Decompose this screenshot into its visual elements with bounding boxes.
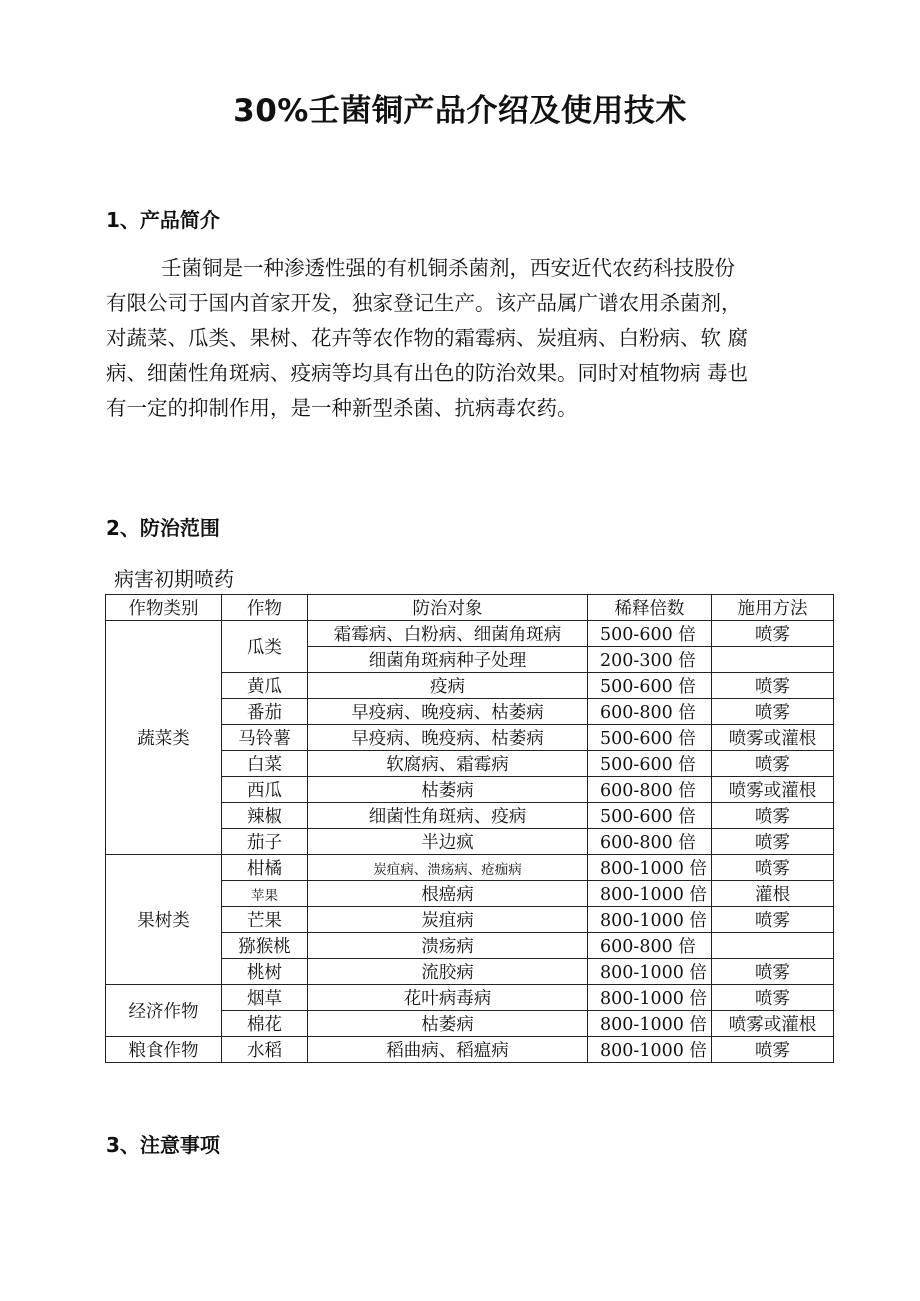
crop-cell: 棉花 [222,1011,308,1037]
crop-cell: 芒果 [222,907,308,933]
method-cell: 喷雾 [712,985,834,1011]
table-caption: 病害初期喷药 [114,567,234,591]
crop-cell: 桃树 [222,959,308,985]
product-intro-paragraph [106,251,830,426]
method-cell: 喷雾或灌根 [712,1011,834,1037]
method-cell: 喷雾或灌根 [712,725,834,751]
dilution-cell: 600-800 倍 [588,777,712,803]
method-cell: 喷雾 [712,855,834,881]
dosage-table [105,594,834,1063]
section-heading-product-intro: 1、产品简介 [106,208,220,232]
dilution-cell: 200-300 倍 [588,647,712,673]
section-heading-precautions: 3、注意事项 [106,1133,220,1157]
paragraph-line: 壬菌铜是一种渗透性强的有机铜杀菌剂，西安近代农药科技股份 [161,256,735,280]
crop-category-cell: 果树类 [106,855,222,985]
dilution-cell: 800-1000 倍 [588,907,712,933]
target-cell: 疫病 [308,673,588,699]
crop-cell: 辣椒 [222,803,308,829]
dilution-cell: 800-1000 倍 [588,1011,712,1037]
target-cell: 溃疡病 [308,933,588,959]
crop-cell: 白菜 [222,751,308,777]
method-cell: 喷雾 [712,699,834,725]
target-cell: 枯萎病 [308,777,588,803]
crop-cell: 烟草 [222,985,308,1011]
table-row [106,621,834,647]
dilution-cell: 600-800 倍 [588,933,712,959]
target-cell: 炭疽病、溃疡病、疮痂病 [308,855,588,881]
document-title: 30%壬菌铜产品介绍及使用技术 [233,93,687,129]
crop-category-cell: 蔬菜类 [106,621,222,855]
dilution-cell: 600-800 倍 [588,699,712,725]
header-target: 防治对象 [308,595,588,621]
section-heading-control-scope: 2、防治范围 [106,516,220,540]
paragraph-line: 有一定的抑制作用，是一种新型杀菌、抗病毒农药。 [106,396,578,420]
paragraph-line: 有限公司于国内首家开发，独家登记生产。该产品属广谱农用杀菌剂， [106,291,742,315]
target-cell: 稻曲病、稻瘟病 [308,1037,588,1063]
target-cell: 炭疽病 [308,907,588,933]
dilution-cell: 800-1000 倍 [588,855,712,881]
method-cell: 灌根 [712,881,834,907]
header-dilution: 稀释倍数 [588,595,712,621]
table-row [106,985,834,1011]
crop-category-cell: 经济作物 [106,985,222,1037]
paragraph-line: 对蔬菜、瓜类、果树、花卉等农作物的霜霉病、炭疽病、白粉病、软 腐 [106,326,749,350]
dilution-cell: 500-600 倍 [588,673,712,699]
target-cell: 早疫病、晚疫病、枯萎病 [308,699,588,725]
crop-cell: 黄瓜 [222,673,308,699]
method-cell: 喷雾 [712,621,834,647]
table-row [106,1037,834,1063]
table-row [106,855,834,881]
dilution-cell: 600-800 倍 [588,829,712,855]
table-header-row [106,595,834,621]
crop-cell: 瓜类 [222,621,308,673]
crop-cell: 番茄 [222,699,308,725]
target-cell: 根癌病 [308,881,588,907]
crop-cell: 柑橘 [222,855,308,881]
header-crop: 作物 [222,595,308,621]
crop-cell: 猕猴桃 [222,933,308,959]
target-cell: 枯萎病 [308,1011,588,1037]
method-cell: 喷雾 [712,1037,834,1063]
dilution-cell: 500-600 倍 [588,751,712,777]
header-method: 施用方法 [712,595,834,621]
target-cell: 早疫病、晚疫病、枯萎病 [308,725,588,751]
dilution-cell: 500-600 倍 [588,803,712,829]
target-cell: 霜霉病、白粉病、细菌角斑病 [308,621,588,647]
target-cell: 细菌角斑病种子处理 [308,647,588,673]
crop-cell: 苹果 [222,881,308,907]
method-cell: 喷雾 [712,751,834,777]
crop-cell: 茄子 [222,829,308,855]
method-cell: 喷雾 [712,959,834,985]
method-cell: 喷雾 [712,803,834,829]
header-crop-category: 作物类别 [106,595,222,621]
dilution-cell: 800-1000 倍 [588,881,712,907]
method-cell [712,647,834,673]
dilution-cell: 800-1000 倍 [588,1037,712,1063]
paragraph-line: 病、细菌性角斑病、疫病等均具有出色的防治效果。同时对植物病 毒也 [106,361,749,385]
dilution-cell: 800-1000 倍 [588,985,712,1011]
dilution-cell: 500-600 倍 [588,725,712,751]
target-cell: 半边疯 [308,829,588,855]
crop-cell: 马铃薯 [222,725,308,751]
method-cell: 喷雾或灌根 [712,777,834,803]
target-cell: 细菌性角斑病、疫病 [308,803,588,829]
method-cell: 喷雾 [712,673,834,699]
crop-cell: 西瓜 [222,777,308,803]
target-cell: 软腐病、霜霉病 [308,751,588,777]
target-cell: 流胶病 [308,959,588,985]
dilution-cell: 500-600 倍 [588,621,712,647]
target-cell: 花叶病毒病 [308,985,588,1011]
dilution-cell: 800-1000 倍 [588,959,712,985]
crop-category-cell: 粮食作物 [106,1037,222,1063]
method-cell: 喷雾 [712,907,834,933]
crop-cell: 水稻 [222,1037,308,1063]
method-cell [712,933,834,959]
method-cell: 喷雾 [712,829,834,855]
